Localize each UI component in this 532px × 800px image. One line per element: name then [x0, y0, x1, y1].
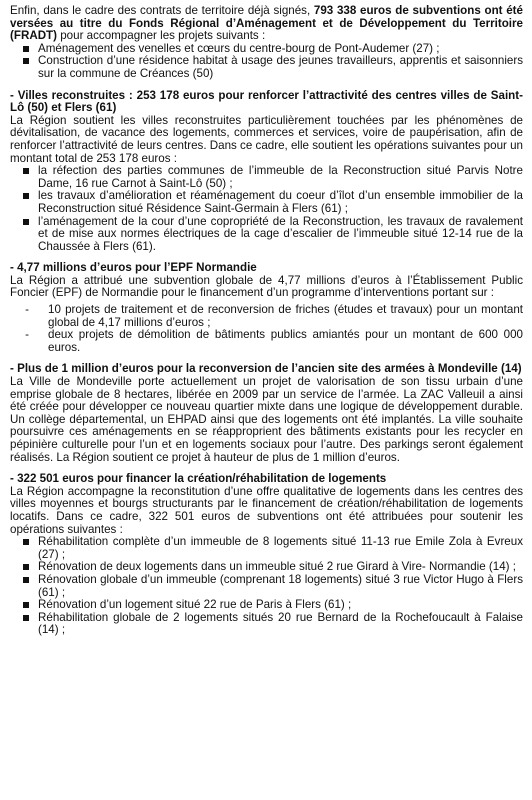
- square-bullet-icon: [23, 539, 29, 545]
- list-item: [10, 304, 523, 329]
- section-body-epf: La Région a attribué une subvention globale de 4,77 millions d’euros à l’Établissement Public Foncier (EPF) de Normandie pour le financement d’un programme d’interventions portant sur :: [10, 273, 523, 300]
- intro-text-pre: Enfin, dans le cadre des contrats de territoire déjà signés,: [10, 4, 314, 17]
- section-heading-mondeville: - Plus de 1 million d’euros pour la reconversion de l’ancien site des armées à Mondeville (14): [10, 362, 522, 376]
- list-item: [10, 55, 523, 80]
- section-body-mondeville: La Ville de Mondeville porte actuellement un projet de valorisation de son tissu urbain d’une emprise globale de 8 hectares, libérée en 2009 par un service de l’armée. La ZAC Valleuil a ainsi été créée pour développer ce nouveau quartier mixte dans une logique de développement durable. Un collège départemental, un EHPAD ainsi que des logements ont été implantés. La ville souhaite poursuivre ces aménagements en se réapproprient des bâtiments existants pour les recycler en pépinière culturelle pour l’un et en logements sociaux pour l’autre. Des parkings seront également réalisés. La Région soutient ce projet à hauteur de plus de 1 million d’euros.: [10, 375, 523, 464]
- section-heading-epf: - 4,77 millions d’euros pour l’EPF Normandie: [10, 261, 257, 275]
- square-bullet-icon: [23, 46, 29, 52]
- list-item-text: Aménagement des venelles et cœurs du centre-bourg de Pont-Audemer (27) ;: [38, 41, 440, 55]
- intro-list: [10, 43, 523, 81]
- list-item-text: les travaux d’amélioration et réaménagement du coeur d’îlot d’un ensemble immobilier de la Reconstruction situé Résidence Saint-Germain à Flers (61) ;: [38, 189, 523, 215]
- section-body-logements: La Région accompagne la reconstitution d’une offre qualitative de logements dans les centres des villes moyennes et bourgs structurants par le financement de création/réhabilitation de logements locatifs. Dans ce cadre, 322 501 euros de subventions ont été attribuées pour soutenir les opérations suivantes :: [10, 484, 523, 536]
- section-body-villes: La Région soutient les villes reconstruites particulièrement touchées par les phénomènes de dévitalisation, de vacance des logements, commerces et services, voire de paupérisation, afin de renforcer l’attractivité de leurs centres. Dans ce cadre, elle soutient les opérations suivantes pour un montant total de 253 178 euros :: [10, 113, 523, 165]
- list-item-text: 10 projets de traitement et de reconversion de friches (études et travaux) pour un montant global de 4,17 millions d’euros ;: [48, 303, 523, 329]
- list-item-text: la réfection des parties communes de l’immeuble de la Reconstruction situé Parvis Notre Dame, 16 rue Carnot à Saint-Lô (50) ;: [38, 164, 523, 190]
- intro-text-bold: 793 338 euros de subventions ont été versées au titre du Fonds Régional d’Aménagement et de Développement du Territoire (FRADT): [10, 4, 523, 43]
- square-bullet-icon: [23, 577, 29, 583]
- list-item-text: Construction d’une résidence habitat à usage des jeunes travailleurs, apprentis et saisonniers sur la commune de Créances (50): [38, 54, 523, 80]
- square-bullet-icon: [23, 168, 29, 174]
- square-bullet-icon: [23, 193, 29, 199]
- list-item-text: deux projets de démolition de bâtiments publics amiantés pour un montant de 600 000 euros.: [48, 328, 523, 354]
- square-bullet-icon: [23, 602, 29, 608]
- villes-list: [10, 165, 523, 253]
- list-item: [10, 329, 523, 354]
- section-heading-logements: - 322 501 euros pour financer la création/réhabilitation de logements: [10, 472, 387, 486]
- list-item-text: Réhabilitation globale de 2 logements situés 20 rue Bernard de la Rochefoucault à Falaise (14) ;: [38, 610, 523, 637]
- epf-list: [10, 304, 523, 354]
- list-item-text: Réhabilitation complète d’un immeuble de 8 logements situé 11-13 rue Emile Zola à Evreux (27) ;: [38, 535, 523, 561]
- list-item: [10, 190, 523, 215]
- square-bullet-icon: [23, 564, 29, 570]
- intro-text-post: pour accompagner les projets suivants :: [57, 29, 266, 43]
- square-bullet-icon: [23, 219, 29, 225]
- intro-paragraph: [10, 5, 523, 43]
- dash-bullet: -: [25, 328, 29, 342]
- list-item: [10, 574, 523, 599]
- section-heading-villes: - Villes reconstruites : 253 178 euros pour renforcer l’attractivité des centres villes de Saint-Lô (50) et Flers (61): [10, 88, 523, 115]
- list-item-text: Rénovation de deux logements dans un immeuble situé 2 rue Girard à Vire- Normandie (14) ;: [38, 560, 516, 574]
- list-item-text: Rénovation d’un logement situé 22 rue de Paris à Flers (61) ;: [38, 598, 352, 612]
- list-item: [10, 536, 523, 561]
- logements-list: [10, 536, 523, 637]
- list-item: [10, 612, 523, 637]
- square-bullet-icon: [23, 58, 29, 64]
- list-item-text: Rénovation globale d’un immeuble (comprenant 18 logements) situé 3 rue Victor Hugo à Flers (61) ;: [38, 572, 523, 599]
- list-item: [10, 165, 523, 190]
- dash-bullet: -: [25, 303, 29, 317]
- list-item-text: l’aménagement de la cour d’une copropriété de la Reconstruction, les travaux de ravalement et de mise aux normes électriques de la cage d’escalier de l’immeuble situé 12-14 rue de la Chaussée à Flers (61).: [38, 214, 523, 253]
- list-item: [10, 216, 523, 254]
- square-bullet-icon: [23, 615, 29, 621]
